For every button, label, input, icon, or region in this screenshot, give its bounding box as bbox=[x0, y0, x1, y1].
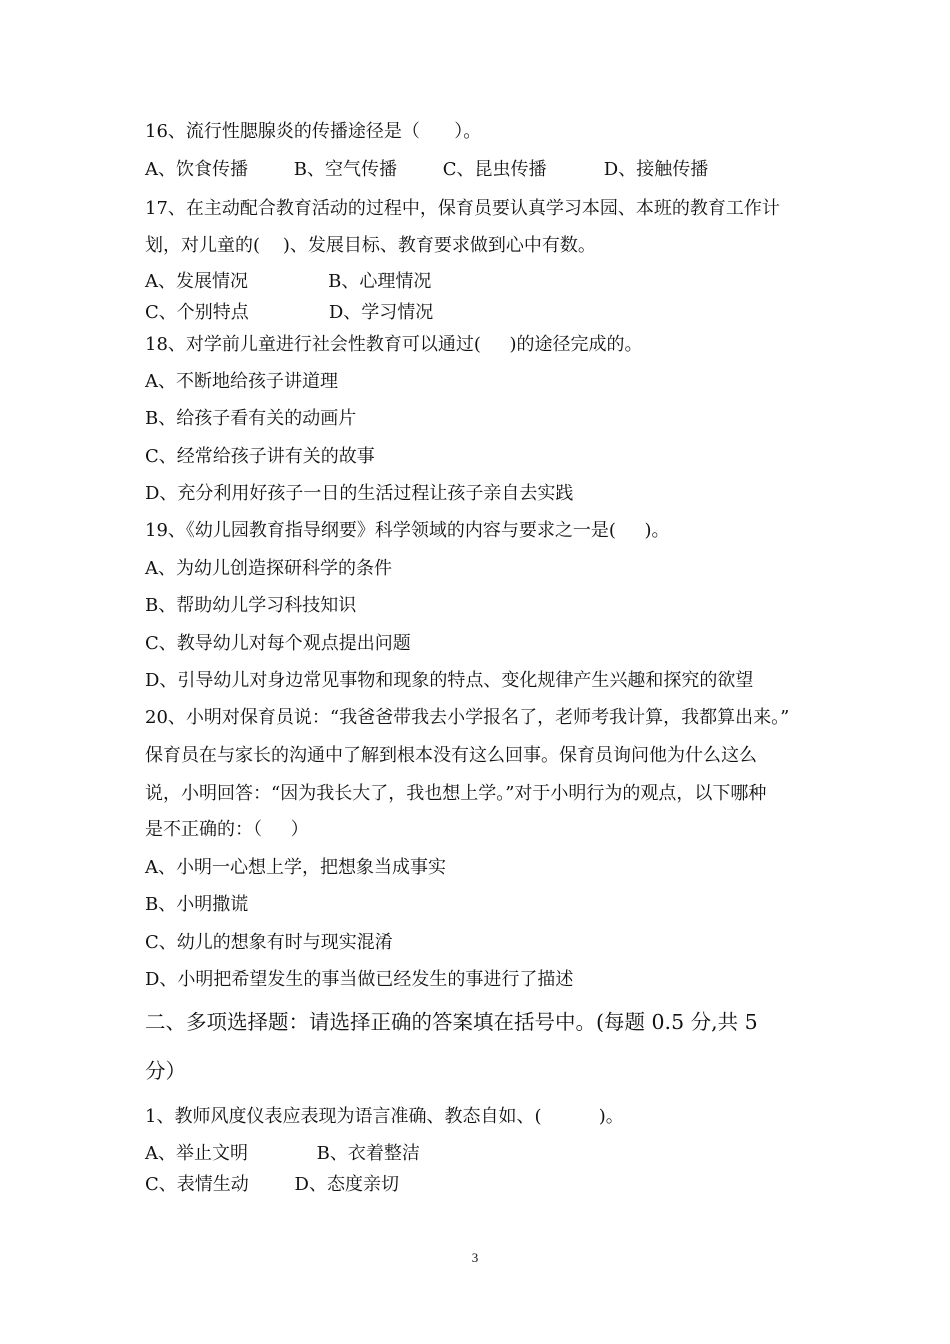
q20-option-b: B、小明撒谎 bbox=[145, 894, 249, 915]
mc-question-1: 1、教师风度仪表应表现为语言准确、教态自如、( )。 bbox=[145, 1106, 624, 1127]
q18-option-a: A、不断地给孩子讲道理 bbox=[145, 371, 338, 392]
question-16: 16、流行性腮腺炎的传播途径是（ ）。 bbox=[145, 121, 482, 142]
question-17-line1: 17、在主动配合教育活动的过程中，保育员要认真学习本园、本班的教育工作计 bbox=[145, 198, 780, 219]
q20-option-a: A、小明一心想上学，把想象当成事实 bbox=[145, 857, 446, 878]
q18-option-d: D、充分利用好孩子一日的生活过程让孩子亲自去实践 bbox=[145, 483, 574, 504]
q18-option-b: B、给孩子看有关的动画片 bbox=[145, 408, 357, 429]
page-number: 3 bbox=[471, 1250, 479, 1265]
question-20-line3: 说，小明回答：“因为我长大了，我也想上学。”对于小明行为的观点，以下哪种 bbox=[145, 783, 767, 804]
question-20-line2: 保育员在与家长的沟通中了解到根本没有这么回事。保育员询问他为什么这么 bbox=[145, 745, 757, 766]
q19-option-c: C、教导幼儿对每个观点提出问题 bbox=[145, 633, 411, 654]
q19-option-d: D、引导幼儿对身边常见事物和现象的特点、变化规律产生兴趣和探究的欲望 bbox=[145, 670, 754, 691]
q19-option-b: B、帮助幼儿学习科技知识 bbox=[145, 595, 357, 616]
q18-option-c: C、经常给孩子讲有关的故事 bbox=[145, 446, 375, 467]
q17-options-ab: A、发展情况 B、心理情况 bbox=[145, 271, 432, 292]
question-19: 19、《幼儿园教育指导纲要》科学领域的内容与要求之一是( )。 bbox=[145, 520, 670, 541]
section-heading-line2: 分） bbox=[145, 1059, 186, 1083]
section-heading-line1: 二、多项选择题：请选择正确的答案填在括号中。(每题 0.5 分,共 5 bbox=[145, 1010, 758, 1034]
q17-options-cd: C、个别特点 D、学习情况 bbox=[145, 302, 434, 323]
q16-options: A、饮食传播 B、空气传播 C、昆虫传播 D、接触传播 bbox=[145, 159, 709, 180]
mc-q1-options-cd: C、表情生动 D、态度亲切 bbox=[145, 1174, 399, 1195]
question-17-line2: 划，对儿童的( )、发展目标、教育要求做到心中有数。 bbox=[145, 235, 596, 256]
question-20-line4: 是不正确的：（ ） bbox=[145, 819, 309, 840]
q20-option-d: D、小明把希望发生的事当做已经发生的事进行了描述 bbox=[145, 969, 574, 990]
question-20-line1: 20、小明对保育员说：“我爸爸带我去小学报名了，老师考我计算，我都算出来。” bbox=[145, 707, 790, 728]
mc-q1-options-ab: A、举止文明 B、衣着整洁 bbox=[145, 1143, 420, 1164]
q19-option-a: A、为幼儿创造探研科学的条件 bbox=[145, 558, 392, 579]
question-18: 18、对学前儿童进行社会性教育可以通过( )的途径完成的。 bbox=[145, 334, 643, 355]
q20-option-c: C、幼儿的想象有时与现实混淆 bbox=[145, 932, 393, 953]
